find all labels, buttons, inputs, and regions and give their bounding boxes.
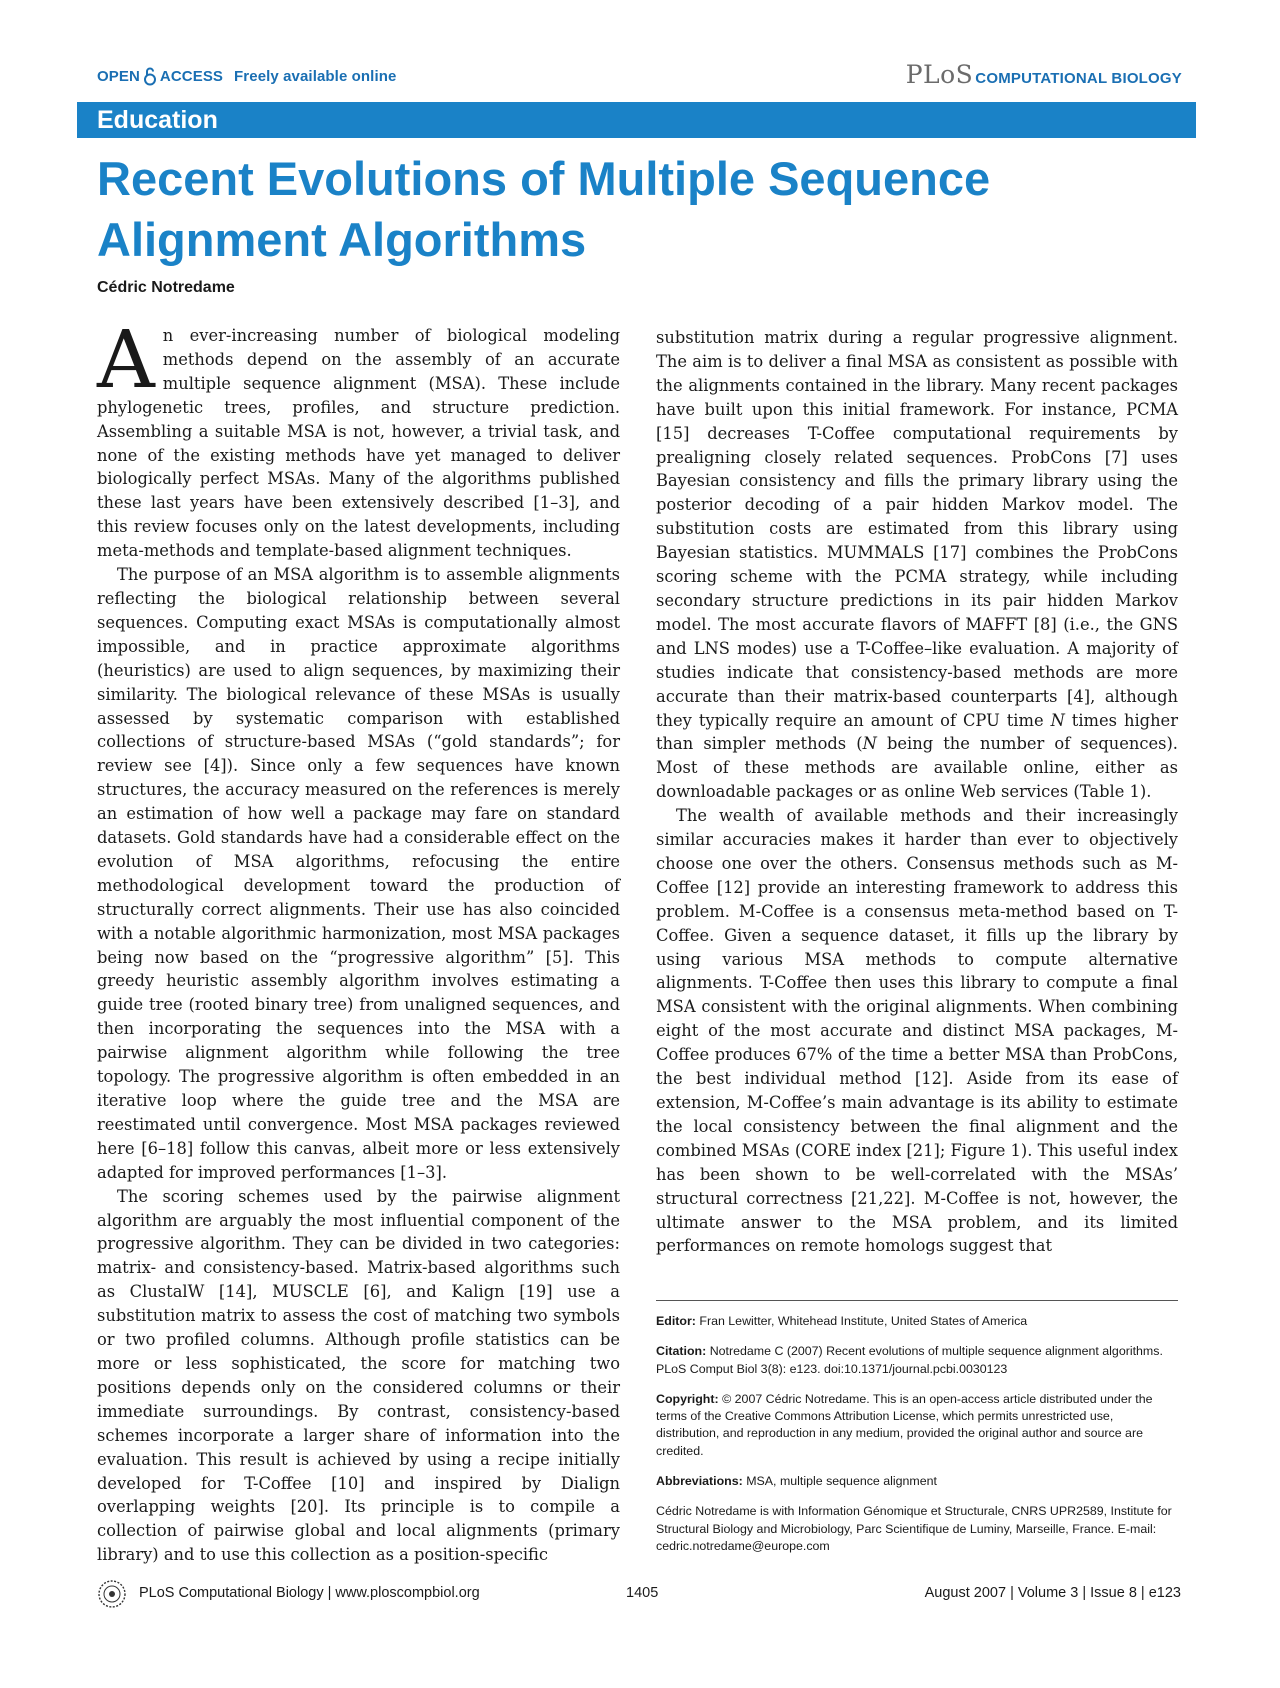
plos-seal-icon bbox=[97, 1579, 127, 1609]
affiliation-note: Cédric Notredame is with Information Génomique et Structurale, CNRS UPR2589, Institute for Structural Biology and Microbiology, Parc Scientifique de Luminy, Marseille, France. E-mail: cedric.notredame@europe.com bbox=[656, 1504, 1172, 1553]
paragraph-text: times higher than simpler methods ( bbox=[656, 710, 1178, 754]
section-label: Education bbox=[97, 106, 218, 134]
variable-n: N bbox=[862, 734, 877, 754]
freely-available-label: Freely available online bbox=[234, 67, 397, 85]
editor-text: Fran Lewitter, Whitehead Institute, United States of America bbox=[699, 1314, 1028, 1328]
info-divider bbox=[656, 1300, 1178, 1301]
paragraph: The wealth of available methods and their increasingly similar accuracies makes it harder than ever to objectively choose one over the others. Consensus methods such as M-Coffee [12] provide an interesting framework to address this problem. M-Coffee is a consensus meta-method based on T-Coffee. Given a sequence dataset, it fills up the library by using various MSA methods to compute alternative alignments. T-Coffee then uses this library to compute a final MSA consistent with the original alignments. When combining eight of the most accurate and distinct MSA packages, M-Coffee produces 67% of the time a better MSA than ProbCons, the best individual method [12]. Aside from its ease of extension, M-Coffee’s main advantage is its ability to estimate the local consistency between the final alignment and the combined MSAs (CORE index [21]; Figure 1). This useful index has been shown to be well-correlated with the MSAs’ structural correctness [21,22]. M-Coffee is not, however, the ultimate answer to the MSA problem, and its limited performances on remote homologs suggest that bbox=[656, 806, 1178, 1256]
paragraph-text: n ever-increasing number of biological modeling methods depend on the assembly of an accurate multiple sequence alignment (MSA). These include phylogenetic trees, profiles, and structure prediction. Assembling a suitable MSA is not, however, a trivial task, and none of the existing methods have yet managed to deliver biologically perfect MSAs. Many of the algorithms published these last years have been extensively described [1–3], and this review focuses only on the latest developments, including meta-methods and template-based alignment techniques. bbox=[97, 326, 620, 561]
copyright-text: © 2007 Cédric Notredame. This is an open-access article distributed under the terms of the Creative Commons Attribution License, which permits unrestricted use, distribution, and reproduction in any medium, provided the original author and source are credited. bbox=[656, 1391, 1153, 1458]
left-column bbox=[97, 313, 620, 1567]
open-label: OPEN bbox=[97, 67, 140, 85]
editor-note bbox=[656, 1313, 1178, 1330]
section-bar bbox=[77, 102, 1196, 138]
open-lock-icon bbox=[143, 66, 157, 86]
variable-n: N bbox=[1050, 710, 1065, 730]
citation-label: Citation: bbox=[656, 1344, 707, 1359]
page-number: 1405 bbox=[626, 1585, 659, 1601]
footer-journal-site: PLoS Computational Biology | www.ploscompbiol.org bbox=[139, 1585, 480, 1601]
author-name: Cédric Notredame bbox=[97, 279, 235, 296]
copyright-label: Copyright: bbox=[656, 1391, 719, 1406]
drop-cap: A bbox=[97, 313, 155, 406]
paragraph bbox=[97, 313, 620, 563]
copyright-note bbox=[656, 1391, 1178, 1460]
editor-label: Editor: bbox=[656, 1314, 696, 1328]
abbreviations-text: MSA, multiple sequence alignment bbox=[746, 1474, 937, 1489]
paragraph bbox=[656, 326, 1178, 804]
paragraph-text: being the number of sequences). Most of these methods are available online, either as downloadable packages or as online Web services (Table 1). bbox=[656, 734, 1178, 802]
journal-name: COMPUTATIONAL BIOLOGY bbox=[975, 70, 1182, 87]
article-title: Recent Evolutions of Multiple Sequence Alignment Algorithms bbox=[97, 152, 991, 266]
paragraph: The purpose of an MSA algorithm is to assemble alignments reflecting the biological relationship between several sequences. Computing exact MSAs is computationally almost impossible, and in practice approximate algorithms (heuristics) are used to align sequences, by maximizing their similarity. The biological relevance of these MSAs is usually assessed by systematic comparison with established collections of structure-based MSAs (“gold standards”; for review see [4]). Since only a few sequences have known structures, the accuracy measured on the references is merely an estimation of how well a package may fare on standard datasets. Gold standards have had a considerable effect on the evolution of MSA algorithms, refocusing the entire methodological development toward the production of structurally correct alignments. Their use has also coincided with a notable algorithmic harmonization, most MSA packages being now based on the “progressive algorithm” [5]. This greedy heuristic assembly algorithm involves estimating a guide tree (rooted binary tree) from unaligned sequences, and then incorporating the sequences into the MSA with a pairwise alignment algorithm while following the tree topology. The progressive algorithm is often embedded in an iterative loop where the guide tree and the MSA are reestimated until convergence. Most MSA packages reviewed here [6–18] follow this canvas, albeit more or less extensively adapted for improved performances [1–3]. bbox=[97, 565, 620, 1182]
citation-note bbox=[656, 1343, 1178, 1378]
citation-text: Notredame C (2007) Recent evolutions of multiple sequence alignment algorithms. PLoS Comput Biol 3(8): e123. doi:10.1371/journal.pcbi.0030123 bbox=[656, 1344, 1163, 1376]
journal-brand bbox=[906, 60, 1182, 89]
right-column bbox=[656, 326, 1178, 1258]
abbreviations-label: Abbreviations: bbox=[656, 1474, 743, 1489]
abbreviations-note bbox=[656, 1473, 1178, 1490]
paragraph: The scoring schemes used by the pairwise alignment algorithm are arguably the most influential component of the progressive algorithm. They can be divided in two categories: matrix- and consistency-based. Matrix-based algorithms such as ClustalW [14], MUSCLE [6], and Kalign [19] use a substitution matrix to assess the cost of matching two symbols or two profiled columns. Although profile statistics can be more or less sophisticated, the score for matching two positions depends only on the considered columns or their immediate surroundings. By contrast, consistency-based schemes incorporate a larger share of information into the evaluation. This result is achieved by using a recipe initially developed for T-Coffee [10] and inspired by Dialign overlapping weights [20]. Its principle is to compile a collection of pairwise global and local alignments (primary library) and to use this collection as a position-specific bbox=[97, 1186, 620, 1565]
paragraph-text: substitution matrix during a regular progressive alignment. The aim is to deliver a final MSA as consistent as possible with the alignments contained in the library. Many recent packages have built upon this initial framework. For instance, PCMA [15] decreases T-Coffee computational requirements by prealigning closely related sequences. ProbCons [7] uses Bayesian consistency and fills the primary library using the posterior decoding of a pair hidden Markov model. The substitution costs are estimated from this library using Bayesian statistics. MUMMALS [17] combines the ProbCons scoring scheme with the PCMA strategy, while including secondary structure predictions in its pair hidden Markov model. The most accurate flavors of MAFFT [8] (i.e., the GNS and LNS modes) use a T-Coffee–like evaluation. A majority of studies indicate that consistency-based methods are more accurate than their matrix-based counterparts [4], although they typically require an amount of CPU time bbox=[656, 328, 1178, 730]
page-footer bbox=[97, 1579, 1181, 1609]
plos-logo-text: PLoS bbox=[905, 60, 974, 89]
open-access-banner bbox=[97, 66, 396, 86]
article-info bbox=[656, 1313, 1178, 1568]
access-label: ACCESS bbox=[159, 67, 224, 85]
footer-issue: August 2007 | Volume 3 | Issue 8 | e123 bbox=[924, 1585, 1181, 1601]
